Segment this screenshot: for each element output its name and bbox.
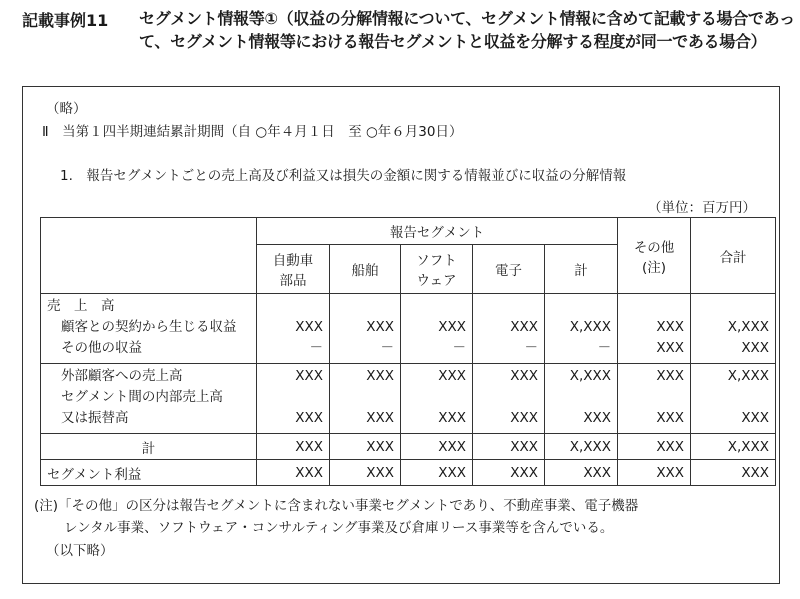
cell [257, 364, 330, 434]
external-label-cell [41, 364, 257, 434]
other-revenue-label: その他の収益 [61, 340, 142, 356]
col-auto-parts-line1: 自動車 [272, 253, 314, 269]
cell [401, 364, 473, 434]
value: XXX [510, 368, 538, 384]
total-label: 計 [41, 434, 257, 460]
col-total: 合計 [691, 218, 776, 294]
cell [545, 364, 618, 434]
cell [691, 364, 776, 434]
value: XXX [583, 410, 612, 426]
cell [618, 294, 691, 364]
intersegment-label-2: 又は振替高 [61, 410, 129, 426]
value: XXX [438, 410, 466, 426]
value: X,XXX [569, 319, 612, 335]
cell: X,XXX [545, 434, 618, 460]
value: XXX [510, 319, 538, 335]
table-row [41, 294, 776, 364]
table-row [41, 364, 776, 434]
value: － [309, 340, 323, 356]
cell [401, 294, 473, 364]
segment-table [40, 217, 776, 486]
cell: XXX [691, 460, 776, 486]
value: － [524, 340, 538, 356]
value: XXX [656, 340, 685, 356]
period-heading: Ⅱ 当第１四半期連結累計期間（自 ○年４月１日 至 ○年６月30日） [42, 124, 463, 140]
col-other [618, 218, 691, 294]
example-title: セグメント情報等①（収益の分解情報について、セグメント情報に含めて記載する場合であって、セグメント情報等における報告セグメントと収益を分解する程度が同一である場合） [139, 9, 795, 51]
header-blank-cell [41, 218, 257, 294]
value: XXX [366, 410, 394, 426]
value: XXX [438, 319, 466, 335]
value: XXX [510, 410, 538, 426]
value: － [452, 340, 466, 356]
col-subtotal: 計 [545, 245, 618, 294]
cell: XXX [618, 434, 691, 460]
external-sales-label: 外部顧客への売上高 [61, 368, 183, 384]
reportable-segment-header: 報告セグメント [257, 218, 618, 245]
col-software-line2: ウェア [416, 273, 457, 289]
value: XXX [295, 410, 323, 426]
footnote-line1: (注)「その他」の区分は報告セグメントに含まれない事業セグメントであり、不動産事業、電子機器 [34, 498, 639, 514]
cell [545, 294, 618, 364]
value: X,XXX [727, 319, 770, 335]
cell [473, 294, 545, 364]
value: X,XXX [727, 368, 770, 384]
value: X,XXX [569, 368, 612, 384]
cell: XXX [545, 460, 618, 486]
omitted-note: （略） [46, 101, 87, 117]
customer-revenue-label: 顧客との契約から生じる収益 [61, 319, 237, 335]
footnote-line3: （以下略） [46, 543, 114, 559]
col-software [401, 245, 473, 294]
value: XXX [656, 319, 685, 335]
cell [257, 294, 330, 364]
cell: XXX [257, 434, 330, 460]
intersegment-label-1: セグメント間の内部売上高 [61, 389, 223, 405]
value: XXX [366, 368, 394, 384]
col-other-line2: (注) [642, 259, 667, 276]
example-label: 記載事例11 [22, 11, 109, 30]
value: XXX [741, 340, 770, 356]
col-auto-parts-line2: 部品 [279, 273, 307, 289]
value: XXX [741, 410, 770, 426]
cell: XXX [401, 460, 473, 486]
value: XXX [295, 319, 323, 335]
footnote-line2: レンタル事業、ソフトウェア・コンサルティング事業及び倉庫リース事業等を含んでいる。 [64, 520, 614, 536]
sales-label: 売 上 高 [47, 298, 115, 314]
col-electronics: 電子 [473, 245, 545, 294]
cell: XXX [330, 434, 401, 460]
section-title: 1. 報告セグメントごとの売上高及び利益又は損失の金額に関する情報並びに収益の分解情報 [60, 168, 627, 184]
cell: XXX [473, 460, 545, 486]
col-auto-parts [257, 245, 330, 294]
table-row [41, 460, 776, 486]
table-row [41, 434, 776, 460]
cell: XXX [401, 434, 473, 460]
cell: X,XXX [691, 434, 776, 460]
cell: XXX [618, 460, 691, 486]
col-ships: 船舶 [330, 245, 401, 294]
cell [691, 294, 776, 364]
value: － [380, 340, 394, 356]
value: － [597, 340, 612, 356]
cell [473, 364, 545, 434]
value: XXX [656, 410, 685, 426]
cell: XXX [473, 434, 545, 460]
cell [618, 364, 691, 434]
cell [330, 294, 401, 364]
value: XXX [438, 368, 466, 384]
cell [330, 364, 401, 434]
col-other-line1: その他 [633, 239, 675, 256]
cell: XXX [330, 460, 401, 486]
sales-label-cell [41, 294, 257, 364]
value: XXX [656, 368, 685, 384]
segment-profit-label: セグメント利益 [41, 460, 257, 486]
cell: XXX [257, 460, 330, 486]
unit-label: （単位：百万円） [648, 200, 756, 216]
col-software-line1: ソフト [416, 253, 457, 269]
value: XXX [295, 368, 323, 384]
value: XXX [366, 319, 394, 335]
